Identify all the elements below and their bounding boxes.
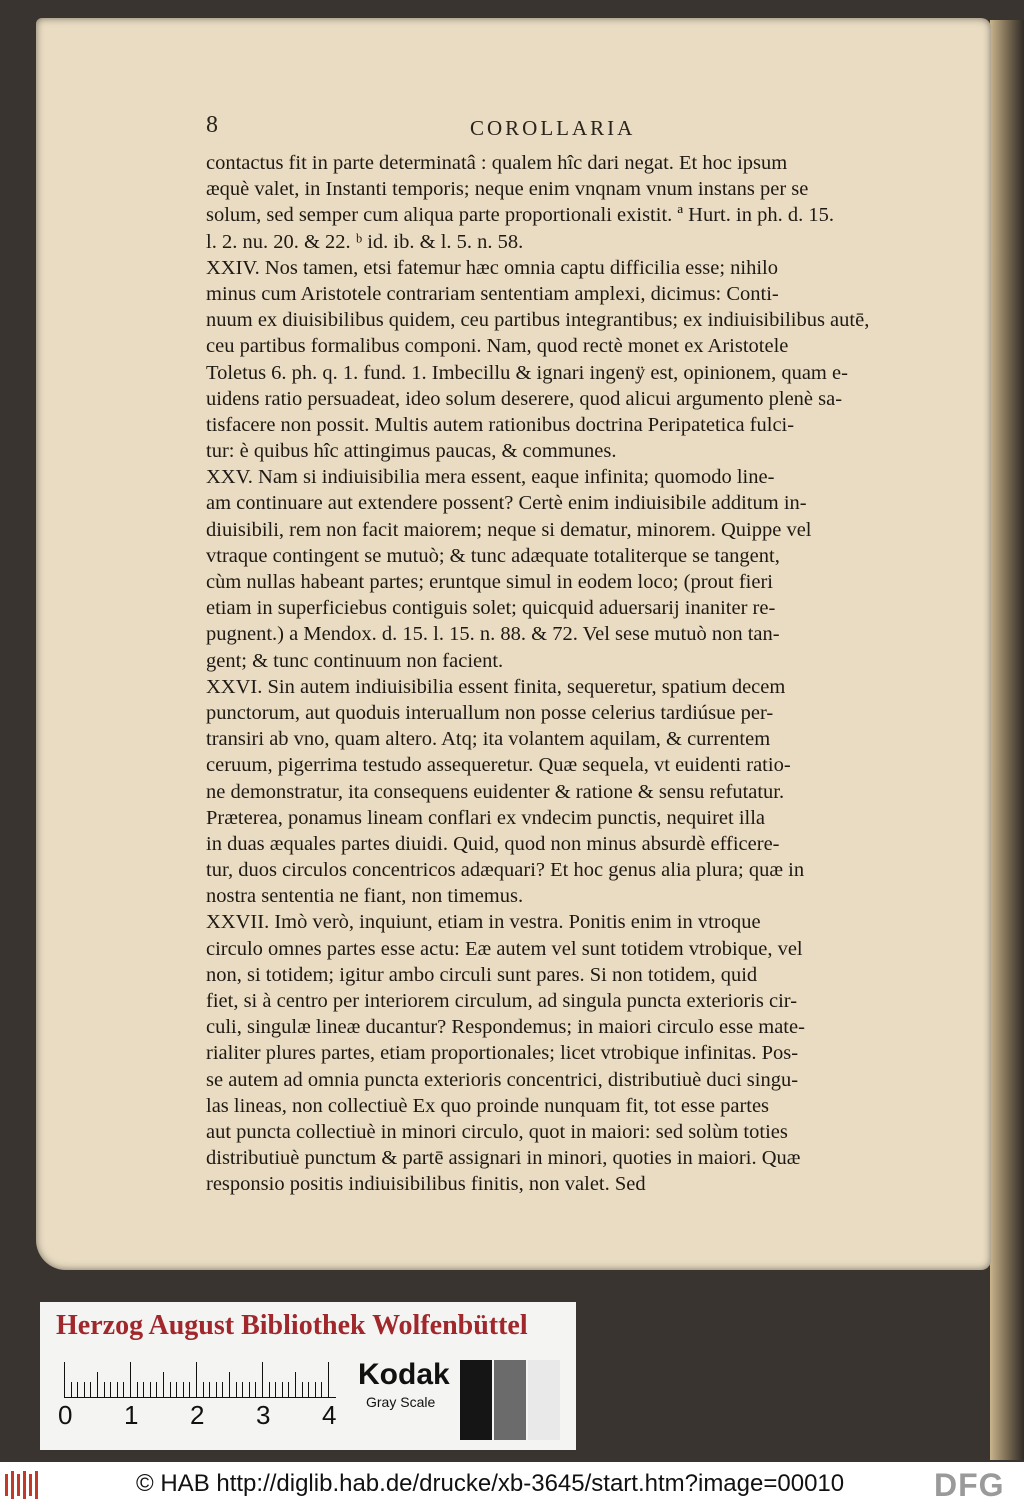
ruler-tick bbox=[315, 1382, 316, 1398]
ruler-tick bbox=[123, 1382, 124, 1398]
ruler-tick bbox=[321, 1382, 322, 1398]
ruler-number-3: 3 bbox=[256, 1400, 271, 1430]
ruler-tick bbox=[143, 1382, 144, 1398]
ruler-tick bbox=[77, 1382, 78, 1398]
ruler-tick bbox=[222, 1382, 223, 1398]
swatch-gray bbox=[494, 1360, 526, 1440]
text-line: culi, singulæ lineæ ducantur? Respondemus; in maiori circulo esse mate- bbox=[206, 1016, 805, 1039]
library-name: Herzog August Bibliothek Wolfenbüttel bbox=[56, 1310, 528, 1341]
ruler-tick bbox=[209, 1382, 210, 1398]
ruler-tick bbox=[203, 1382, 204, 1398]
book-edge bbox=[990, 20, 1024, 1460]
text-line: pugnent.) a Mendox. d. 15. l. 15. n. 88. & 72. Vel sese mutuò non tan- bbox=[206, 623, 780, 646]
ruler-tick bbox=[288, 1382, 289, 1398]
text-line: non, si totidem; igitur ambo circuli sunt pares. Si non totidem, quid bbox=[206, 963, 758, 986]
text-line: am continuare aut extendere possent? Certè enim indiuisibile additum in- bbox=[206, 492, 807, 515]
ruler-tick bbox=[71, 1382, 72, 1398]
dfg-logo: DFG bbox=[934, 1467, 1005, 1503]
ruler-tick bbox=[295, 1372, 296, 1398]
text-line: diuisibili, rem non facit maiorem; neque si dematur, minorem. Quippe vel bbox=[206, 518, 812, 541]
text-line: XXVII. Imò verò, inquiunt, etiam in vestra. Ponitis enim in vtroque bbox=[206, 911, 761, 934]
text-line: aut puncta collectiuè in minori circulo, quot in maiori: sed solùm toties bbox=[206, 1120, 788, 1143]
text-line: se autem ad omnia puncta exterioris concentrici, distributiuè duci singu- bbox=[206, 1068, 799, 1091]
ruler-tick bbox=[328, 1362, 329, 1398]
running-head-title: COROLLARIA bbox=[470, 116, 636, 140]
footer-credit-link[interactable]: © HAB http://diglib.hab.de/drucke/xb-3645/start.htm?image=00010 bbox=[136, 1470, 845, 1497]
text-line: æquè valet, in Instanti temporis; neque enim vnqnam vnum instans per se bbox=[206, 178, 809, 201]
ruler-tick bbox=[156, 1382, 157, 1398]
ruler-number-4: 4 bbox=[322, 1400, 337, 1430]
ruler bbox=[64, 1360, 336, 1398]
gray-scale-label: Gray Scale bbox=[366, 1394, 436, 1410]
text-line: XXVI. Sin autem indiuisibilia essent finita, sequeretur, spatium decem bbox=[206, 675, 786, 698]
text-line: nostra sententia ne fiant, non timemus. bbox=[206, 885, 524, 908]
text-line: tur, duos circulos concentricos adæquari? Et hoc genus alia plura; quæ in bbox=[206, 859, 805, 882]
ruler-tick bbox=[137, 1382, 138, 1398]
ruler-tick bbox=[196, 1362, 197, 1398]
ruler-tick bbox=[189, 1382, 190, 1398]
ruler-tick bbox=[150, 1382, 151, 1398]
ruler-tick bbox=[216, 1382, 217, 1398]
ruler-tick bbox=[84, 1382, 85, 1398]
text-line: fiet, si à centro per interiorem circulum, ad singula puncta exterioris cir- bbox=[206, 990, 798, 1012]
ruler-tick bbox=[117, 1382, 118, 1398]
ruler-tick bbox=[282, 1382, 283, 1398]
text-line: in duas æquales partes diuidi. Quid, quod non minus absurdè efficere- bbox=[206, 832, 780, 855]
text-line: tur: è quibus hîc attingimus paucas, & communes. bbox=[206, 440, 617, 463]
ruler-tick bbox=[176, 1382, 177, 1398]
barcode-icon bbox=[4, 1468, 40, 1502]
text-line: tisfacere non possit. Multis autem rationibus doctrina Peripatetica fulci- bbox=[206, 413, 795, 436]
ruler-tick bbox=[64, 1362, 65, 1398]
ruler-tick bbox=[275, 1382, 276, 1398]
ruler-tick bbox=[302, 1382, 303, 1398]
ruler-tick bbox=[170, 1382, 171, 1398]
ruler-tick bbox=[130, 1362, 131, 1398]
text-line: minus cum Aristotele contrariam sententiam amplexi, dicimus: Conti- bbox=[206, 282, 779, 305]
ruler-number-1: 1 bbox=[124, 1400, 139, 1430]
ruler-tick bbox=[308, 1382, 309, 1398]
page-number: 8 bbox=[206, 112, 218, 138]
text-line: etiam in superficiebus contiguis solet; quicquid aduersarij inaniter re- bbox=[206, 597, 776, 620]
text-line: punctorum, aut quoduis interuallum non posse celerius tardiúsue per- bbox=[206, 701, 774, 724]
ruler-tick bbox=[110, 1382, 111, 1398]
text-line: vtraque contingent se mutuò; & tunc adæquate totaliterque se tangent, bbox=[206, 544, 780, 567]
text-line: contactus fit in parte determinatâ : qualem hîc dari negat. Et hoc ipsum bbox=[206, 152, 788, 174]
swatch-black bbox=[460, 1360, 492, 1440]
text-line: nuum ex diuisibilibus quidem, ceu partibus integrantibus; ex indiuisibilibus autē, bbox=[206, 309, 870, 332]
text-line: XXIV. Nos tamen, etsi fatemur hæc omnia captu difficilia esse; nihilo bbox=[206, 256, 778, 279]
ruler-tick bbox=[229, 1372, 230, 1398]
text-line: uidens ratio persuadeat, ideo solum deserere, quod alicui argumento plenè sa- bbox=[206, 387, 843, 410]
ruler-tick bbox=[242, 1382, 243, 1398]
ruler-tick bbox=[90, 1382, 91, 1398]
text-line: distributiuè punctum & partē assignari in minori, quoties in maiori. Quæ bbox=[206, 1147, 801, 1170]
text-line: ceu partibus formalibus componi. Nam, quod rectè monet ex Aristotele bbox=[206, 335, 789, 358]
text-line: gent; & tunc continuum non facient. bbox=[206, 649, 504, 672]
swatch-white bbox=[528, 1360, 560, 1440]
page-body-text bbox=[206, 150, 958, 1198]
text-line: las lineas, non collectiuè Ex quo proinde nunquam fit, tot esse partes bbox=[206, 1094, 770, 1117]
text-line: rialiter plures partes, etiam proportionales; licet vtrobique infinitas. Pos- bbox=[206, 1042, 799, 1065]
text-line: transiri ab vno, quam altero. Atq; ita volantem aquilam, & currentem bbox=[206, 728, 771, 751]
kodak-logo: Kodak bbox=[358, 1358, 450, 1391]
text-line: cùm nullas habeant partes; eruntque simul in eodem loco; (prout fieri bbox=[206, 571, 774, 593]
running-head bbox=[0, 112, 1024, 144]
text-line: solum, sed semper cum aliqua parte proportionali existit. ª Hurt. in ph. d. 15. bbox=[206, 204, 834, 227]
text-line: circulo omnes partes esse actu: Eæ autem vel sunt totidem vtrobique, vel bbox=[206, 937, 803, 960]
text-line: ceruum, pigerrima testudo assequeretur. Quæ sequela, vt euidenti ratio- bbox=[206, 754, 791, 777]
text-line: responsio positis indiuisibilibus finitis, non valet. Sed bbox=[206, 1173, 646, 1196]
ruler-tick bbox=[236, 1382, 237, 1398]
text-line: Præterea, ponamus lineam conflari ex vndecim punctis, nequiret illa bbox=[206, 806, 766, 829]
ruler-tick bbox=[255, 1382, 256, 1398]
ruler-tick bbox=[269, 1382, 270, 1398]
ruler-tick bbox=[183, 1382, 184, 1398]
ruler-tick bbox=[163, 1372, 164, 1398]
text-line: l. 2. nu. 20. & 22. ᵇ id. ib. & l. 5. n. 58. bbox=[206, 230, 524, 253]
text-line: Toletus 6. ph. q. 1. fund. 1. Imbecillu & ignari ingenÿ est, opinionem, quam e- bbox=[206, 361, 848, 384]
footer-bar bbox=[0, 1462, 1024, 1509]
ruler-number-0: 0 bbox=[58, 1400, 73, 1430]
text-line: XXV. Nam si indiuisibilia mera essent, eaque infinita; quomodo line- bbox=[206, 466, 775, 489]
ruler-tick bbox=[249, 1382, 250, 1398]
text-line: ne demonstratur, ita consequens euidenter & ratione & sensu refutatur. bbox=[206, 780, 785, 803]
ruler-tick bbox=[104, 1382, 105, 1398]
ruler-tick bbox=[262, 1362, 263, 1398]
color-target-strip bbox=[40, 1302, 576, 1450]
ruler-number-2: 2 bbox=[190, 1400, 205, 1430]
ruler-tick bbox=[97, 1372, 98, 1398]
